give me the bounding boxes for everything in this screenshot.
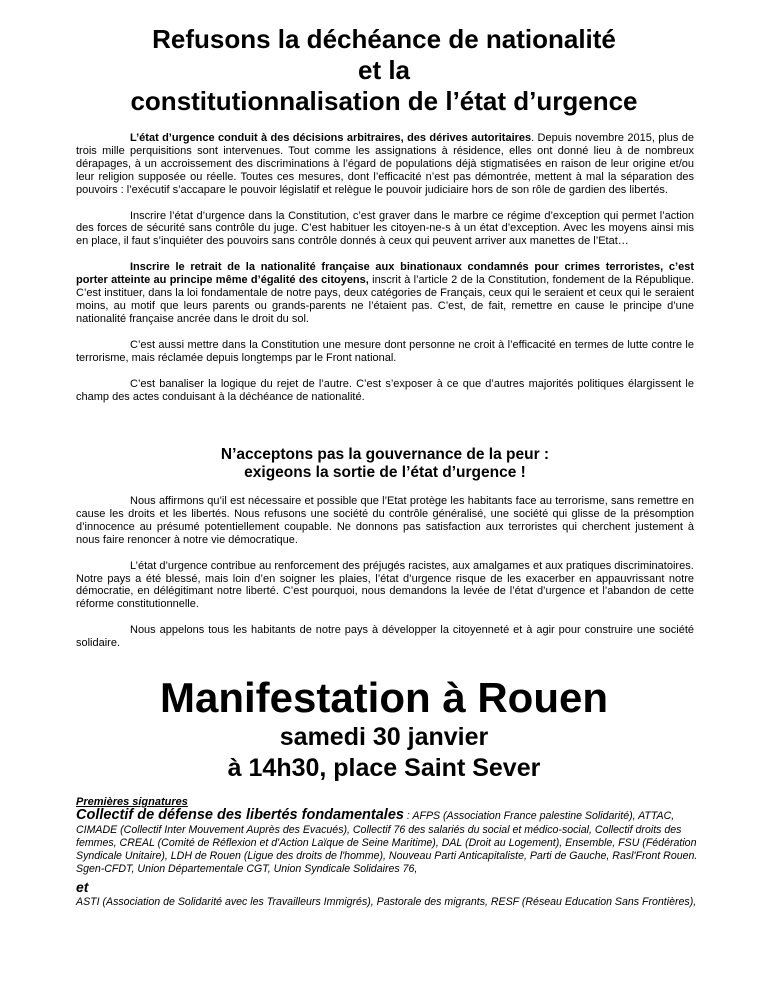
paragraph-lead-bold: L’état d’urgence conduit à des décisions arbitraires, des dérives autoritaires [130, 132, 532, 144]
section-2 [76, 495, 694, 650]
paragraph-nationality [76, 261, 694, 326]
paragraph-rejection: C’est banaliser la logique du rejet de l’autre. C’est s’exposer à ce que d’autres majorités politiques élargissent le champ des actes conduisant à la déchéance de nationalité. [76, 377, 694, 403]
section-heading-line-1: N’acceptons pas la gouvernance de la peur : [220, 446, 550, 463]
event-details [60, 722, 708, 784]
section-1 [76, 132, 694, 403]
collective-name: Collectif de défense des libertés fondamentales [76, 807, 404, 824]
paragraph-text: inscrit à l’article 2 de la Constitution, fondement de la République. C’est instituer, dans la loi fondamentale de notre pays, deux catégories de Français, ceux qui le seraient et ceux qui le seraient moins, au motif que leurs parents ou grands-parents ne l’étaient pas. C’est, de fait, remettre en cause le principe d’une nationalité française ancrée dans le droit du sol. [76, 274, 694, 325]
page-title [60, 24, 708, 117]
paragraph-text: . Depuis novembre 2015, plus de trois mille perquisitions sont intervenues. Tout comme les assignations à résidence, elles ont donné lieu à de nombreux dérapages, à un accroissement des discriminations à l’égard de populations déjà stigmatisées en raison de leur origine et/ou leur religion supposée ou réelle. Toutes ces mesures, dont l’efficacité n’est pas démontrée, mettent à mal la séparation des pouvoirs : l’exécutif s’accapare le pouvoir législatif et relègue le pouvoir judiciaire hors de son rôle de gardien des libertés. [76, 132, 694, 196]
paragraph-protection: Nous affirmons qu’il est nécessaire et possible que l’Etat protège les habitants face au terrorisme, sans remettre en cause les droits et les libertés. Nous refusons une société du contrôle généralisé, une société qui glisse de la présomption d’innocence au présumé potentiellement coupable. Ne donnons pas satisfaction aux terroristes qui cherchent justement à nous faire renoncer à notre vie démocratique. [76, 495, 694, 546]
event-date: samedi 30 janvier [279, 723, 489, 751]
paragraph-democracy: Notre pays a été blessé, mais loin d’en soigner les plaies, l’état d’urgence risque de les exacerber en appauvrissant notre démocratie, en délégitimant notre liberté. C’est pourquoi, nous demandons la levée de l’état d’urgence et l’abandon de cette réforme constitutionnelle. [76, 572, 694, 611]
section-heading-line-2: exigeons la sortie de l’état d’urgence ! [244, 464, 526, 481]
paragraph-prejudice: L’état d’urgence contribue au renforcement des préjugés racistes, aux amalgames et aux pratiques discriminatoires. [130, 559, 694, 572]
paragraph-call-to-action: Nous appelons tous les habitants de notre pays à développer la citoyenneté et à agir pour construire une société solidaire. [76, 624, 694, 650]
signatures [76, 796, 701, 909]
paragraph-lead-bold: Inscrire le retrait de la nationalité française aux binationaux condamnés pour crimes terroristes, c’est porter atteinte au principe même d’égalité des citoyens, [76, 261, 694, 287]
other-signatories: ASTI (Association de Solidarité avec les Travailleurs Immigrés), Pastorale des migrants, RESF (Réseau Education Sans Frontières), [76, 895, 697, 908]
event-headline: Manifestation à Rouen [159, 674, 609, 721]
title-line-2: et la [357, 55, 411, 85]
paragraph-terrorism: C’est aussi mettre dans la Constitution une mesure dont personne ne croit à l’efficacité en termes de lutte contre le terrorisme, mais réclamée depuis longtemps par le Front national. [76, 338, 694, 364]
section-heading [76, 446, 694, 482]
title-line-3: constitutionnalisation de l’état d’urgence [130, 86, 638, 116]
signatures-heading: Premières signatures [76, 796, 188, 808]
event-time-place: à 14h30, place Saint Sever [227, 754, 541, 782]
paragraph-state-of-emergency [76, 132, 694, 197]
paragraph-constitution: Inscrire l’état d’urgence dans la Constitution, c’est graver dans le marbre ce régime d’exception qui permet l’action des forces de sécurité sans contrôle du juge. C’est habituer les citoyen-ne-s à un état d’exception. Avec les moyens ainsi mis en place, il faut s’inquiéter des pouvoirs sans contrôle donnés à ceux qui peuvent arriver aux manettes de l’Etat… [76, 209, 694, 248]
collective-members: : AFPS (Association France palestine Solidarité), ATTAC, CIMADE (Collectif Inter Mouvement Auprès des Evacués), Collectif 76 des salariés du social et médico-social, Collectif droits des femmes, CREAL (Comité de Réflexion et d'Action Laïque de Seine Maritime), DAL (Droit au Logement), Ensemble, FSU (Fédération Syndicale Unitaire), LDH de Rouen (Ligue des droits de l'homme), Nouveau Parti Anticapitaliste, Parti de Gauche, Rasl'Front Rouen. Sgen-CFDT, Union Départementale CGT, Union Syndicale Solidaires 76, [76, 810, 698, 876]
title-line-1: Refusons la déchéance de nationalité [152, 24, 616, 54]
signatures-and: et [76, 878, 89, 895]
